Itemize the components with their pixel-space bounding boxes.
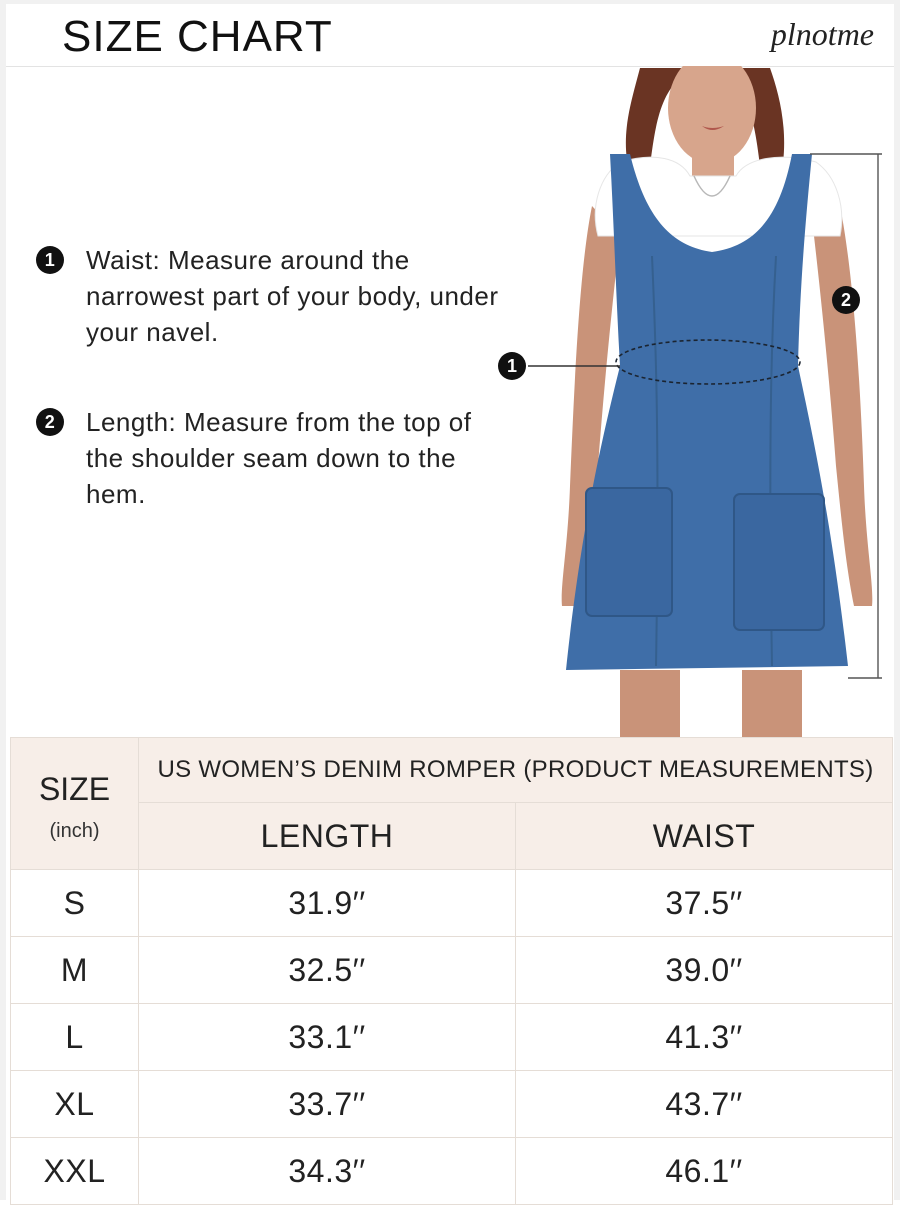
size-cell: XXL [11, 1138, 139, 1205]
number-badge-2: 2 [36, 408, 64, 436]
size-unit: (inch) [49, 819, 100, 842]
table-row [11, 870, 893, 937]
length-cell: 33.1′′ [139, 1004, 516, 1071]
length-cell: 34.3′′ [139, 1138, 516, 1205]
waist-cell: 39.0′′ [516, 937, 893, 1004]
length-marker: 2 [832, 286, 860, 314]
product-title: US WOMEN’S DENIM ROMPER (PRODUCT MEASUREMENTS) [139, 738, 893, 803]
brand-logo: plnotme [770, 16, 874, 52]
size-cell: M [11, 937, 139, 1004]
right-leg-shape [742, 670, 802, 738]
size-cell: L [11, 1004, 139, 1071]
length-cell: 33.7′′ [139, 1071, 516, 1138]
table-row [11, 1138, 893, 1205]
length-cell: 31.9′′ [139, 870, 516, 937]
page-title: SIZE CHART [62, 12, 333, 61]
waist-cell: 41.3′′ [516, 1004, 893, 1071]
left-leg-shape [620, 670, 680, 738]
page-header [6, 4, 894, 67]
table-row [11, 1071, 893, 1138]
waist-marker: 1 [498, 352, 526, 380]
length-cell: 32.5′′ [139, 937, 516, 1004]
size-table [10, 737, 892, 1200]
model-illustration [480, 66, 894, 738]
waist-cell: 46.1′′ [516, 1138, 893, 1205]
size-cell: XL [11, 1071, 139, 1138]
column-header-waist: WAIST [516, 803, 893, 870]
model-image [480, 66, 894, 738]
table-row [11, 937, 893, 1004]
column-header-length: LENGTH [139, 803, 516, 870]
waist-cell: 37.5′′ [516, 870, 893, 937]
waist-cell: 43.7′′ [516, 1071, 893, 1138]
pocket-left-shape [586, 488, 672, 616]
size-cell: S [11, 870, 139, 937]
instruction-waist [36, 242, 506, 350]
instruction-length [36, 404, 506, 512]
face-shape [668, 66, 756, 164]
pocket-right-shape [734, 494, 824, 630]
instruction-length-text: Length: Measure from the top of the shoulder seam down to the hem. [86, 407, 472, 509]
size-label: SIZE [38, 770, 111, 807]
instruction-waist-text: Waist: Measure around the narrowest part of your body, under your navel. [86, 245, 499, 347]
size-header-cell [11, 738, 139, 870]
table-row [11, 1004, 893, 1071]
number-badge-1: 1 [36, 246, 64, 274]
